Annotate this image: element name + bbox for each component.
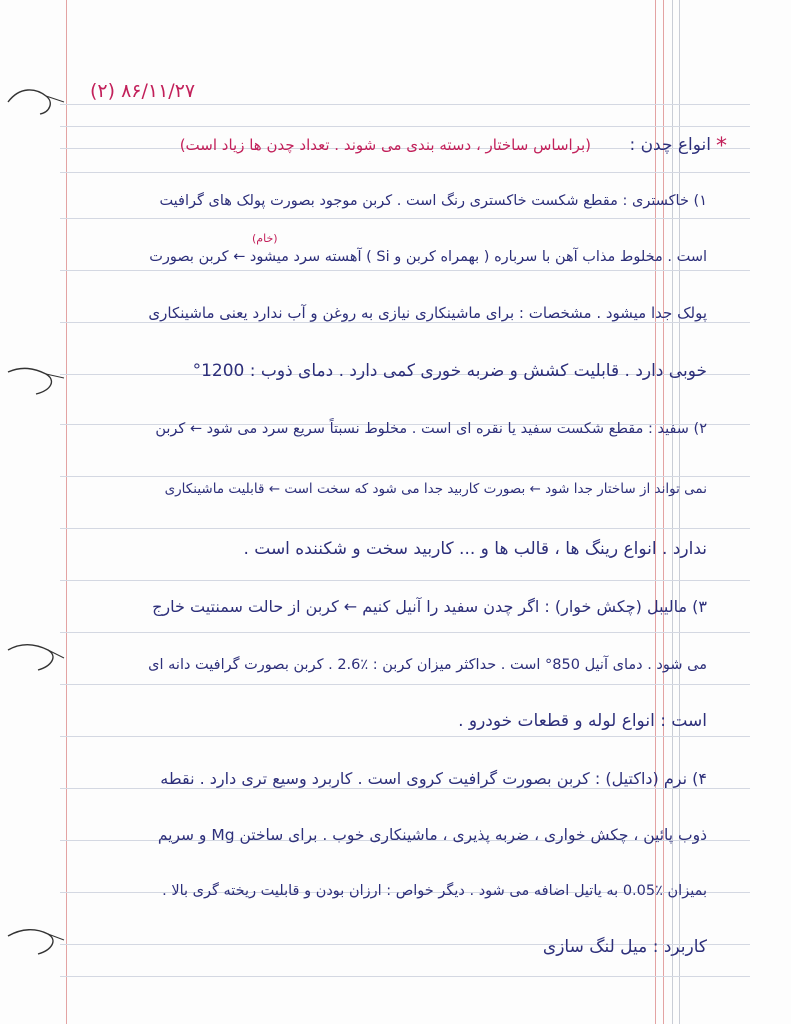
ruled-line — [60, 270, 750, 271]
heading-title: انواع چدن : — [629, 135, 711, 155]
margin-line-left — [66, 0, 67, 1024]
ruled-line — [60, 976, 750, 977]
ruled-line — [60, 104, 750, 105]
page-date: (۲) ۸۶/۱۱/۲۷ — [90, 80, 196, 102]
section-1-line-1: ۱) خاکستری : مقطع شکست خاکستری رنگ است . کربن موجود بصورت پولک های گرافیت — [159, 193, 707, 209]
ruled-line — [60, 126, 750, 127]
ruled-line — [60, 580, 750, 581]
melting-temp: 1200° — [192, 361, 245, 381]
binder-hole-mark — [6, 636, 66, 676]
ruled-line — [60, 172, 750, 173]
section-4-line-3: بمیزان ٪0.05 به یاتیل اضافه می شود . دیگر خواص : ارزان بودن و قابلیت ریخته گری بالا . — [162, 883, 707, 899]
heading-note: (براساس ساختار ، دسته بندی می شوند . تعداد چدن ها زیاد است) — [179, 136, 591, 154]
ruled-line — [60, 528, 750, 529]
binder-hole-mark — [6, 360, 66, 400]
ruled-line — [60, 684, 750, 685]
ruled-line — [60, 632, 750, 633]
ruled-line — [60, 218, 750, 219]
section-4-line-4: کاربرد : میل لنگ سازی — [542, 937, 707, 957]
section-3-line-2: می شود . دمای آنیل 850° است . حداکثر میزان کربن : ٪2.6 . کربن بصورت گرافیت دانه ای — [148, 657, 707, 673]
section-4-line-1: ۴) نرم (داکتیل) : کربن بصورت گرافیت کروی است . کاربرد وسیع تری دارد . نقطه — [160, 769, 707, 788]
section-1-line-4 — [193, 360, 707, 382]
section-2-line-2: نمی تواند از ساختار جدا شود ← بصورت کاربید جدا می شود که سخت است ← قابلیت ماشینکاری — [164, 481, 707, 497]
section-3-line-3: است : انواع لوله و قطعات خودرو . — [458, 711, 707, 731]
binder-hole-mark — [6, 82, 66, 122]
section-1-line-2: است . مخلوط مذاب آهن با سرباره ( بهمراه کربن و Si ) آهسته سرد میشود ← کربن بصورت — [149, 249, 707, 265]
asterisk-mark: * — [716, 134, 727, 159]
section-2-line-1: ۲) سفید : مقطع شکست سفید یا نقره ای است . مخلوط نسبتاً سریع سرد می شود ← کربن — [155, 421, 707, 437]
ruled-line — [60, 476, 750, 477]
section-4-line-2: ذوب پائین ، چکش خواری ، ضربه پذیری ، ماشینکاری خوب . برای ساختن Mg و سریم — [157, 826, 707, 844]
inline-note: (خام) — [252, 232, 278, 245]
section-1-line-4-text: خوبی دارد . قابلیت کشش و ضربه خوری کمی دارد . دمای ذوب : — [249, 361, 707, 381]
section-3-line-1: ۳) مالیبل (چکش خوار) : اگر چدن سفید را آنیل کنیم ← کربن از حالت سمنتیت خارج — [152, 597, 707, 616]
section-1-line-3: پولک جدا میشود . مشخصات : برای ماشینکاری نیازی به روغن و آب ندارد یعنی ماشینکاری — [148, 304, 707, 322]
binder-hole-mark — [6, 920, 66, 960]
ruled-line — [60, 736, 750, 737]
section-2-line-3: ندارد . انواع رینگ ها ، قالب ها و ... کاربید سخت و شکننده است . — [243, 539, 707, 559]
